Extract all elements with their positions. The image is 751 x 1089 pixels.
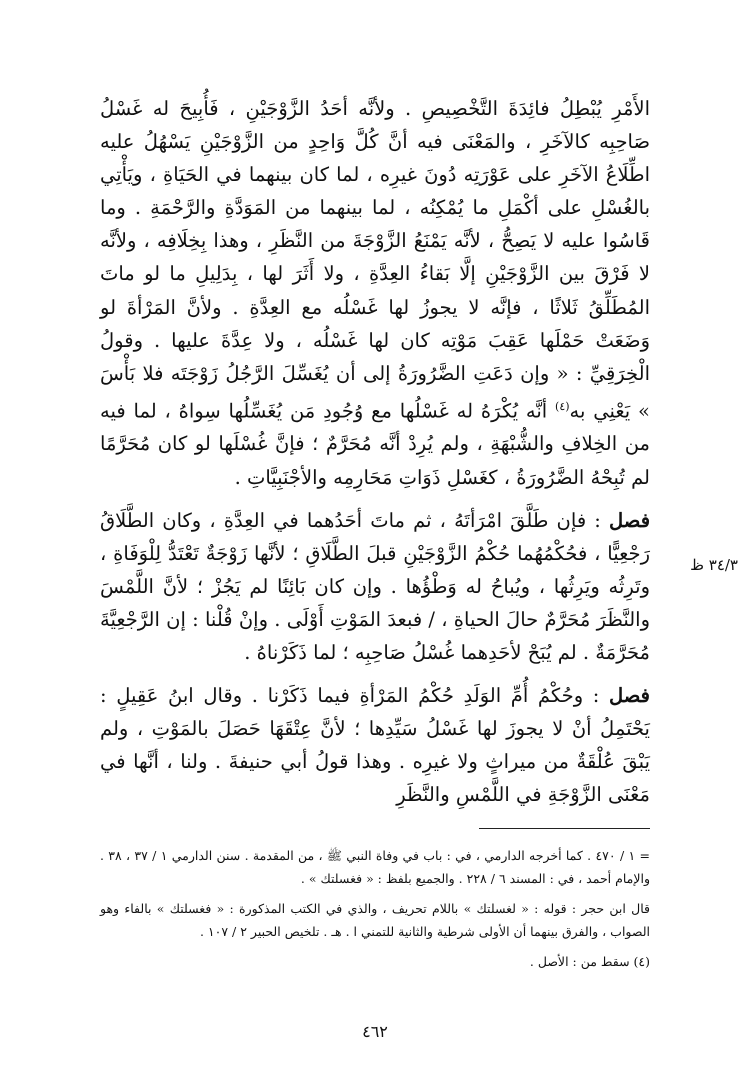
manuscript-margin-note: ٣٤/٣ ظ [690, 556, 738, 574]
section-fasl-2 [100, 679, 650, 811]
fasl-heading-1: فصل [609, 508, 651, 532]
paragraph-1 [100, 92, 650, 494]
footnotes [100, 845, 650, 982]
footnote-ibn-hajar: قال ابن حجر : قوله : « لغسلتك » باللام تحريف ، والذي في الكتب المذكورة : « فغسلتك » بالفاء وهو الصواب ، والفرق بينهما أن الأولى شرطية والثانية للتمني ا . هـ . تلخيص الحبير ٢ / ١٠٧ . [100, 901, 650, 939]
footnote-separator [479, 828, 650, 829]
footnote-4: (٤) سقط من : الأصل . [529, 954, 650, 970]
section-fasl-1 [100, 504, 650, 669]
paragraph-1-continued: أنَّه يُكْرَهُ له غَسْلُها مع وُجُودِ مَن يُغَسِّلُها سِواهُ ، لما فيه من الخِلافِ والشُّبْهَةِ ، ولم يُرِدْ أنَّه مُحَرَّمٌ ؛ فإنَّ غُسْلَها لو كان مُحَرَّمًا لم تُبِحْهُ الضَّرُورَةُ ، كغَسْلِ ذَوَاتِ مَحَارِمِه والأجْنَبِيَّاتِ . [100, 399, 650, 489]
footnote-continuation: = ١ / ٤٧٠ . كما أخرجه الدارمي ، في : باب في وفاة النبي ﷺ ، من المقدمة . سنن الدارمي ١ / ٣٧ ، ٣٨ . والإمام أحمد ، في : المسند ٦ / ٢٢٨ . والجميع بلفظ : « فغسلتك » . [100, 848, 650, 886]
section-2-text: : وحُكْمُ أُمِّ الوَلَدِ حُكْمُ المَرْأةِ فيما ذَكَرْنا . وقال ابنُ عَقِيلٍ : يَحْتَمِلُ أنْ لا يجوزَ لها غَسْلُ سَيِّدِها ؛ لأنَّ عِتْقَهَا حَصَلَ بالمَوْتِ ، ولم يَبْقَ عُلْقَةٌ من ميراثٍ ولا غيرِه . وهذا قولُ أبي حنيفةَ . ولنا ، أنَّها في مَعْنَى الزَّوْجَةِ في اللَّمْسِ والنَّظَرِ [100, 684, 650, 807]
fasl-heading-2: فصل [609, 684, 650, 708]
page-number: ٤٦٢ [362, 1022, 388, 1041]
paragraph-1-text: الأَمْرِ يُبْطِلُ فائِدَةَ التَّخْصِيصِ . ولأنَّه أحَدُ الزَّوْجَيْنِ ، فَأُبِيحَ له غَسْلُ صَاحِبِه كالآخَرِ ، والمَعْنَى فيه أنَّ كُلَّ وَاحِدٍ من الزَّوْجَيْنِ يَسْهُلُ عليه اطِّلَاعُ الآخَرِ على عَوْرَتِه دُونَ غيرِه ، لما كان بينهما في الحَيَاةِ ، ويَأْتِي بالغُسْلِ على أكْمَلِ ما يُمْكِنُه ، لما بينهما من المَوَدَّةِ والرَّحْمَةِ . وما قَاسُوا عليه لا يَصِحُّ ، لأنَّه يَمْنَعُ الزَّوْجَةَ من النَّظَرِ ، وهذا بِخِلَافِه ، ولأنَّه لا فَرْقَ بين الزَّوْجَيْنِ إلَّا بَقاءُ العِدَّةِ ، ولا أَثَرَ لها ، بِدَلِيلِ ما لو ماتَ المُطَلِّقُ ثَلاثًا ، فإنَّه لا يجوزُ لها غَسْلُه مع العِدَّةِ . ولأنَّ المَرْأةَ لو وَضَعَتْ حَمْلَها عَقِبَ مَوْتِه كان لها غَسْلُه ، ولا عِدَّةَ عليها . وقولُ الْخِرَقِيِّ : « وإن دَعَتِ الضَّرُورَةُ إلى أن يُغَسِّلَ الرَّجُلُ زَوْجَتَه فلا بَأْسَ » يَعْنِي به [100, 97, 650, 423]
footnote-marker: (٤) [555, 399, 570, 413]
main-text [100, 92, 650, 811]
section-1-text: : فإن طَلَّقَ امْرَأتَهُ ، ثم ماتَ أحَدُهما في العِدَّةِ ، وكان الطَّلَاقُ رَجْعِيًّا ، فحُكْمُهُما حُكْمُ الزَّوْجَيْنِ قبلَ الطَّلَاقِ ؛ لأنَّها زَوْجَةٌ تَعْتَدُّ لِلْوَفَاةِ ، وتَرِثُه ويَرِثُها ، ويُباحُ له وَطْؤُها . وإن كان بَائِنًا لم يَجُزْ ؛ لأنَّ اللَّمْسَ والنَّظَرَ مُحَرَّمٌ حالَ الحياةِ ، / فبعدَ المَوْتِ أَوْلَى . وإنْ قُلْنا : إن الرَّجْعِيَّةَ مُحَرَّمَةٌ . لم يُبَحْ لأحَدِهما غُسْلُ صَاحِبِه ؛ لما ذَكَرْناهُ . [100, 508, 650, 664]
